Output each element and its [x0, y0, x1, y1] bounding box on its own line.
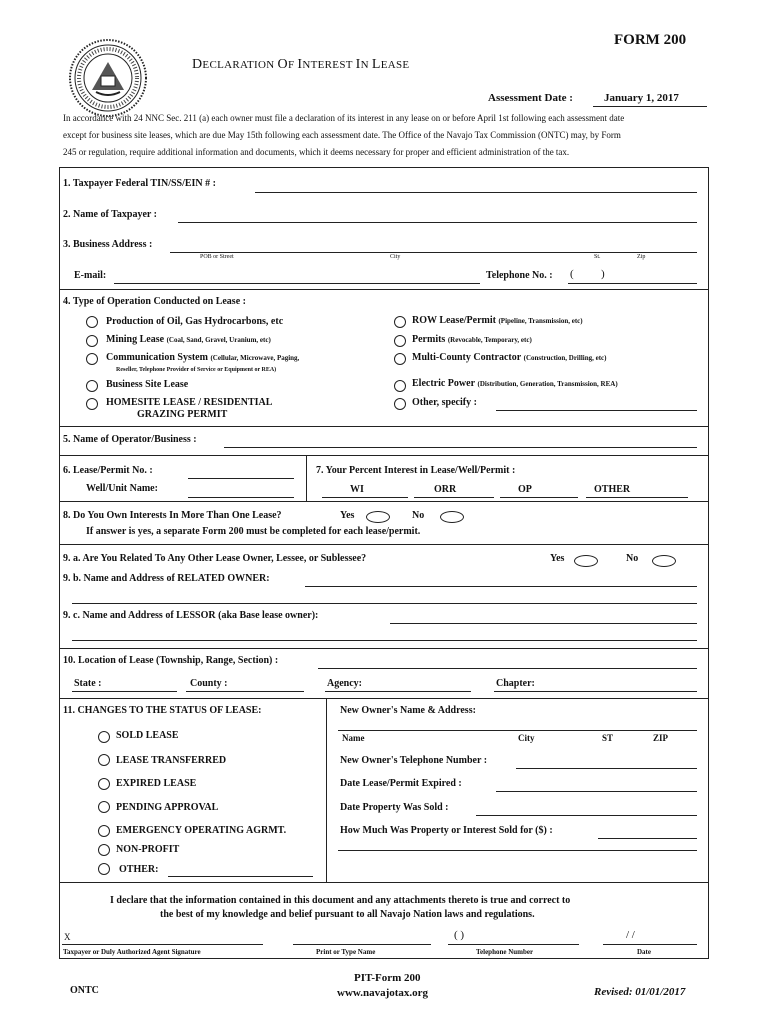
multiple-leases-note: If answer is yes, a separate Form 200 must be completed for each lease/permit.: [86, 526, 421, 537]
taxpayer-name-label: 2. Name of Taxpayer :: [63, 209, 157, 220]
st-caption: St.: [594, 254, 601, 260]
orr-field[interactable]: [414, 497, 494, 498]
new-owner-phone-label: New Owner's Telephone Number :: [340, 755, 488, 766]
status-change-title: 11. CHANGES TO THE STATUS OF LEASE:: [63, 705, 262, 716]
divider: [59, 648, 709, 649]
title-part: L: [371, 57, 381, 72]
telephone-caption: Telephone Number: [476, 948, 534, 956]
option-other: [412, 397, 477, 408]
option-communication: [106, 352, 299, 363]
form-number: FORM 200: [614, 32, 687, 48]
lease-number-field[interactable]: [188, 478, 294, 479]
intro-text-line: In accordance with 24 NNC Sec. 211 (a) each owner must file a declaration of its interest in any lease on or before April 1st following each assessment date: [63, 113, 625, 123]
radio-non-profit[interactable]: [98, 844, 110, 856]
sold-lease-label: SOLD LEASE: [116, 730, 179, 741]
option-label: Communication System: [106, 352, 208, 363]
option-sub: (Pipeline, Transmission, etc): [498, 317, 583, 325]
divider: [59, 455, 709, 456]
paren-open: (: [570, 268, 574, 280]
well-name-field[interactable]: [188, 497, 294, 498]
new-owner-label: New Owner's Name & Address:: [340, 705, 476, 716]
no-label: No: [412, 510, 425, 521]
date-expired-field[interactable]: [496, 791, 697, 792]
new-owner-field[interactable]: [338, 730, 697, 731]
lease-transferred-label: LEASE TRANSFERRED: [116, 755, 227, 766]
column-divider: [306, 455, 307, 501]
signature-caption: Taxpayer or Duly Authorized Agent Signature: [63, 948, 201, 956]
radio-homesite[interactable]: [86, 398, 98, 410]
state-label: State :: [74, 678, 102, 689]
op-field[interactable]: [500, 497, 578, 498]
print-name-field[interactable]: [293, 944, 431, 945]
title-part: O: [277, 57, 288, 72]
multiple-leases-no[interactable]: [440, 511, 464, 523]
footer-revised: Revised: 01/01/2017: [594, 986, 686, 998]
wi-label: WI: [350, 484, 364, 495]
sold-amount-field-2[interactable]: [338, 850, 697, 851]
pob-caption: POB or Street: [200, 254, 234, 260]
orr-label: ORR: [434, 484, 457, 495]
option-sub: (Construction, Drilling, etc): [523, 354, 607, 362]
related-no[interactable]: [652, 555, 676, 567]
title-part: EASE: [380, 59, 410, 71]
related-question: 9. a. Are You Related To Any Other Lease Owner, Lessee, or Sublessee?: [63, 553, 367, 564]
telephone-label: Telephone No. :: [486, 270, 553, 281]
option-label: Business Site Lease: [106, 379, 189, 390]
percent-interest-label: 7. Your Percent Interest in Lease/Well/Permit :: [316, 465, 516, 476]
sold-amount-label: How Much Was Property or Interest Sold for ($) :: [340, 825, 553, 836]
signature-x: X: [64, 932, 71, 942]
tin-field[interactable]: [255, 192, 697, 193]
date-expired-label: Date Lease/Permit Expired :: [340, 778, 462, 789]
phone-paren: ( ): [454, 929, 465, 941]
chapter-label: Chapter:: [496, 678, 535, 689]
business-address-field[interactable]: [170, 252, 697, 253]
radio-communication[interactable]: [86, 353, 98, 365]
city-caption: City: [518, 733, 535, 743]
chapter-field[interactable]: [494, 691, 697, 692]
assessment-date-label: Assessment Date :: [488, 92, 573, 104]
title-part: D: [192, 57, 203, 72]
option-label: Production of Oil, Gas Hydrocarbons, etc: [106, 316, 284, 327]
option-electric-power: [412, 378, 618, 389]
divider: [59, 544, 709, 545]
location-field[interactable]: [318, 668, 697, 669]
navajo-nation-seal: [68, 38, 148, 118]
intro-text-line: 245 or regulation, require additional information and documents, which it deems necessary for proper and efficient administration of the tax.: [63, 147, 570, 157]
radio-business-site[interactable]: [86, 380, 98, 392]
radio-oil-gas[interactable]: [86, 316, 98, 328]
related-owner-field[interactable]: [305, 586, 697, 587]
radio-status-other[interactable]: [98, 863, 110, 875]
wi-field[interactable]: [322, 497, 408, 498]
paren-close: ): [601, 268, 605, 280]
radio-multi-county[interactable]: [394, 353, 406, 365]
option-sub: (Coal, Sand, Gravel, Uranium, etc): [166, 336, 271, 344]
state-field[interactable]: [72, 691, 177, 692]
taxpayer-name-field[interactable]: [178, 222, 697, 223]
zip-caption: ZIP: [653, 733, 669, 743]
radio-lease-transferred[interactable]: [98, 754, 110, 766]
divider: [59, 698, 709, 699]
agency-label: Agency:: [327, 678, 362, 689]
st-caption: ST: [602, 733, 614, 743]
signer-phone-field[interactable]: [448, 944, 579, 945]
status-other-label: OTHER:: [119, 864, 159, 875]
new-owner-phone-field[interactable]: [516, 768, 697, 769]
footer-ontc: ONTC: [70, 985, 99, 996]
title-part: F: [287, 59, 298, 71]
radio-sold-lease[interactable]: [98, 731, 110, 743]
option-oil-gas: [106, 316, 283, 327]
radio-mining[interactable]: [86, 335, 98, 347]
date-slashes: / /: [626, 929, 635, 941]
date-caption: Date: [637, 948, 651, 956]
title-part: N: [360, 59, 372, 71]
option-label: ROW Lease/Permit: [412, 315, 496, 326]
expired-lease-label: EXPIRED LEASE: [116, 778, 197, 789]
option-row-lease: [412, 315, 583, 326]
option-label: HOMESITE LEASE / RESIDENTIAL: [106, 397, 273, 408]
email-label: E-mail:: [74, 270, 107, 281]
communication-sub-line: Reseller, Telephone Provider of Service or Equipment or REA): [116, 367, 277, 373]
option-sub: (Revocable, Temporary, etc): [447, 336, 532, 344]
name-caption: Name: [342, 733, 365, 743]
operator-name-label: 5. Name of Operator/Business :: [63, 434, 197, 445]
signer-date-field[interactable]: [603, 944, 697, 945]
option-label: Electric Power: [412, 378, 476, 389]
city-caption: City: [390, 254, 401, 260]
title-part: I: [355, 57, 361, 72]
option-permits: [412, 334, 532, 345]
emergency-label: EMERGENCY OPERATING AGRMT.: [116, 825, 287, 836]
title-part: NTEREST: [302, 59, 356, 71]
agency-field[interactable]: [325, 691, 471, 692]
option-business-site: [106, 379, 188, 390]
lease-number-label: 6. Lease/Permit No. :: [63, 465, 153, 476]
option-label: Other, specify :: [412, 397, 477, 408]
footer-form-id: PIT-Form 200: [354, 972, 421, 984]
location-label: 10. Location of Lease (Township, Range, Section) :: [63, 655, 279, 666]
radio-pending-approval[interactable]: [98, 801, 110, 813]
related-owner-field-2[interactable]: [72, 603, 697, 604]
option-mining: [106, 334, 271, 345]
tin-label: 1. Taxpayer Federal TIN/SS/EIN # :: [63, 178, 216, 189]
lessor-field[interactable]: [390, 623, 697, 624]
radio-other[interactable]: [394, 398, 406, 410]
divider: [59, 882, 709, 883]
declaration-line: I declare that the information contained in this document and any attachments thereto is true and correct to: [110, 895, 571, 906]
sold-amount-field[interactable]: [598, 838, 697, 839]
column-divider: [326, 698, 327, 882]
lessor-field-2[interactable]: [72, 640, 697, 641]
related-owner-label: 9. b. Name and Address of RELATED OWNER:: [63, 573, 270, 584]
declaration-line: the best of my knowledge and belief pursuant to all Navajo Nation laws and regulations.: [160, 909, 535, 920]
form-title: [192, 57, 409, 73]
business-address-label: 3. Business Address :: [63, 239, 153, 250]
no-label: No: [626, 553, 639, 564]
option-label: Multi-County Contractor: [412, 352, 522, 363]
multiple-leases-yes[interactable]: [366, 511, 390, 523]
radio-expired-lease[interactable]: [98, 778, 110, 790]
title-part: ECLARATION: [202, 59, 278, 71]
related-yes[interactable]: [574, 555, 598, 567]
option-homesite: [106, 397, 272, 408]
option-sub: (Distribution, Generation, Transmission, REA): [477, 380, 618, 388]
other-specify-field[interactable]: [496, 410, 697, 411]
option-multi-county: [412, 352, 606, 363]
underline: [593, 106, 707, 107]
other-label: OTHER: [594, 484, 631, 495]
status-other-field[interactable]: [168, 876, 313, 877]
footer-website[interactable]: www.navajotax.org: [337, 987, 429, 999]
date-sold-label: Date Property Was Sold :: [340, 802, 449, 813]
radio-permits[interactable]: [394, 335, 406, 347]
pending-approval-label: PENDING APPROVAL: [116, 802, 219, 813]
county-label: County :: [190, 678, 228, 689]
intro-text-line: except for business site leases, which are due May 15th following each assessment date. The Office of the Navajo Tax Commission (ONTC) may, by Form: [63, 130, 621, 140]
op-label: OP: [518, 484, 532, 495]
email-field[interactable]: [114, 283, 480, 284]
county-field[interactable]: [186, 691, 304, 692]
divider: [59, 426, 709, 427]
date-sold-field[interactable]: [476, 815, 697, 816]
yes-label: Yes: [550, 553, 565, 564]
radio-electric-power[interactable]: [394, 380, 406, 392]
signature-field[interactable]: [62, 944, 263, 945]
option-label: Permits: [412, 334, 446, 345]
title-part: I: [297, 57, 303, 72]
divider: [59, 289, 709, 290]
grazing-permit-label: GRAZING PERMIT: [137, 409, 228, 420]
other-field[interactable]: [586, 497, 688, 498]
divider: [59, 501, 709, 502]
operation-type-title: 4. Type of Operation Conducted on Lease :: [63, 296, 246, 307]
option-sub: (Cellular, Microwave, Paging,: [210, 354, 300, 362]
zip-caption: Zip: [637, 254, 646, 260]
assessment-date-value[interactable]: January 1, 2017: [604, 92, 679, 104]
well-name-label: Well/Unit Name:: [86, 483, 158, 494]
option-label: Mining Lease: [106, 334, 165, 345]
radio-row-lease[interactable]: [394, 316, 406, 328]
telephone-field[interactable]: [568, 283, 697, 284]
operator-name-field[interactable]: [224, 447, 697, 448]
yes-label: Yes: [340, 510, 355, 521]
radio-emergency[interactable]: [98, 825, 110, 837]
multiple-leases-question: 8. Do You Own Interests In More Than One Lease?: [63, 510, 282, 521]
non-profit-label: NON-PROFIT: [116, 844, 180, 855]
lessor-label: 9. c. Name and Address of LESSOR (aka Base lease owner):: [63, 610, 319, 621]
print-name-caption: Print or Type Name: [316, 948, 376, 956]
